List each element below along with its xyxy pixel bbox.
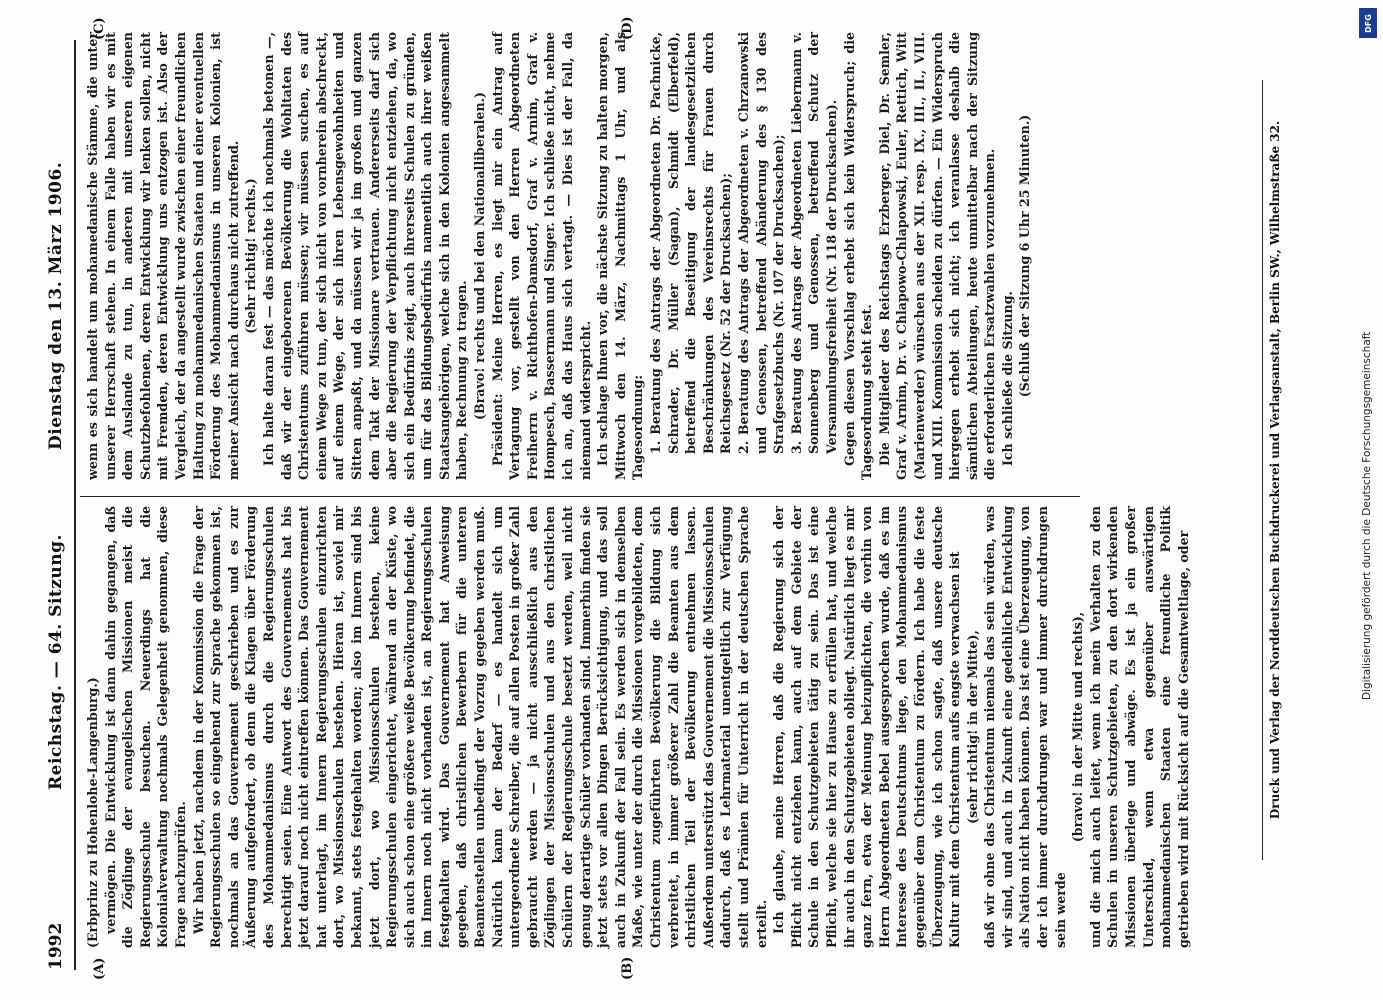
paragraph: Gegen diesen Vorschlag erhebt sich kein Widerspruch; die Tagesordnung steht fest. — [841, 32, 875, 480]
digitization-credit-text: Digitalisierung gefördert durch die Deutsche Forschungsgemeinschaft — [1361, 331, 1373, 700]
header-rule — [74, 40, 76, 970]
paragraph: und die mich auch leitet, wenn ich mein Verhalten zu den Schulen in unseren Schutzgebieten, zu den dort wirkenden Missionen überlege und abwäge. Es ist ja ein großer Unterschied, wenn etwa gegenüber auswärtigen mohammedanischen Staaten eine freundliche Politik getrieben wird mit Rücksicht auf die Gesamtweltlage, oder — [1087, 506, 1191, 948]
paragraph: daß wir ohne das Christentum niemals das sein würden, was wir sind, und auch in Zukunft eine gedeihliche Entwicklung als Nation nicht haben können. Das ist eine Überzeugung, von der ich immer durchdrungen war und immer durchdrungen sein werde — [982, 506, 1068, 948]
interjection: (sehr richtig! in der Mitte), — [964, 630, 980, 824]
interjection: (Sehr richtig! rechts.) — [243, 178, 259, 334]
right-column — [84, 32, 1034, 480]
interjection: (bravo! in der Mitte und rechts), — [1070, 611, 1086, 843]
running-header — [38, 50, 70, 970]
agenda-item: 1. Beratung des Antrags der Abgeordneten Dr. Pachnicke, Schrader, Dr. Müller (Sagan), Schmidt (Elberfeld), betreffend die Beseitigung der landesgesetzlichen Beschränkungen des Vereinsrechts für Frauen durch Reichsgesetz (Nr. 52 der Drucksachen); — [648, 32, 734, 454]
running-title-left: Reichstag. — 64. Sitzung. — [46, 534, 66, 790]
paragraph: vermögen. Die Entwicklung ist dann dahin gegangen, daß die Zöglinge der evangelischen Missionen meist die Regierungsschule besuchen. Neuerdings hat die Kolonialverwaltung nochmals Gelegenheit genommen, diese Frage nachzuprüfen. — [102, 506, 188, 948]
paragraph: Ich schließe die Sitzung. — [999, 291, 1015, 466]
session-close-note: (Schluß der Sitzung 6 Uhr 25 Minuten.) — [1017, 114, 1033, 398]
running-title-right: Dienstag den 13. März 1906. — [46, 161, 66, 450]
paragraph: Ich glaube, meine Herren, daß die Regierung sich der Pflicht nicht entziehen kann, auch auf dem Gebiete der Schule in den Schutzgebieten tätig zu sein. Das ist eine Pflicht, welche sie hier zu Hause zu erfüllen hat, und welche ihr auch in den Schutzgebieten obliegt. Natürlich liegt es mir ganz fern, etwa der Meinung beizupflichten, die vorhin von Herrn Abgeordneten Bebel ausgesprochen wurde, daß es im Interesse des Deutschtums liege, den Mohammedanismus gegenüber dem Christentum zu fördern. Ich habe die feste Überzeugung, wie ich schon sagte, daß unsere deutsche Kultur mit dem Christentum aufs engste verwachsen ist — [771, 506, 963, 948]
paragraph: Wir haben jetzt, nachdem in der Kommission die Frage der Regierungsschulen so eingehend zur Sprache gekommen ist, nochmals an das Gouvernement geschrieben und es zur Äußerung aufgefordert, ob denn die Klagen über Förderung des Mohammedanismus durch die Regierungsschulen berechtigt seien. Eine Antwort des Gouvernements hat bis jetzt darauf noch nicht eintreffen können. Das Gouvernement hat unterlagt, im Innern Regierungsschulen einzurichten dort, wo Missionsschulen bestehen. Hieran ist, soviel mir bekannt, stets festgehalten worden; also im Innern sind bis jetzt dort, wo Missionsschulen bestehen, keine Regierungsschulen eingerichtet, während an der Küste, wo sich auch schon eine größere weiße Bevölkerung befindet, die im Innern noch nicht vorhanden ist, an Regierungsschulen festgehalten wird. Das Gouvernement hat Anweisung gegeben, daß christlichen Bewerbern für die unteren Beamtenstellen unbedingt der Vorzug gegeben werden muß. Natürlich kann der Bedarf — es handelt sich um untergeordnete Schreiber, die auf allen Posten in großer Zahl gebraucht werden — ja nicht ausschließlich aus den Zöglingen der Missionsschulen und aus den christlichen Schülern der Regierungsschule besetzt werden, weil nicht genug derartige Schüler vorhanden sind. Immerhin finden sie jetzt stets vor allen Dingen Berücksichtigung, und das soll auch in Zukunft der Fall sein. Es werden sich in demselben Maße, wie unter der durch die Missionen vorgebildeten, dem Christentum zugeführten Bevölkerung die Bildung sich verbreitet, in immer größerer Zahl die Beamten aus dem christlichen Teil der Bevölkerung entnehmen lassen. Außerdem unterstützt das Gouvernement die Missionsschulen dadurch, daß es Lehrmaterial unentgeltlich zur Verfügung stellt und Prämien für Unterricht in der deutschen Sprache erteilt. — [190, 506, 769, 948]
dfg-logo-text: DFG — [1363, 13, 1373, 33]
agenda-item: 2. Beratung des Antrags der Abgeordneten v. Chrzanowski und Genossen, betreffend Abänderung des § 130 des Strafgesetzbuchs (Nr. 107 der Drucksachen); — [735, 32, 787, 454]
interjection: (Bravo! rechts und bei den Nationalliberalen.) — [472, 92, 488, 420]
margin-marker-a: (A) — [92, 957, 107, 980]
margin-marker-b: (B) — [620, 956, 635, 980]
speaker-tag: (Erbprinz zu Hohenlohe-Langenburg.) — [85, 677, 100, 948]
margin-marker-d: (D) — [620, 16, 635, 40]
left-column — [84, 506, 1192, 948]
page-number: 1992 — [46, 922, 66, 970]
digitization-credit — [1361, 10, 1375, 710]
paragraph: wenn es sich handelt um mohamedanische Stämme, die unter unserer Herrschaft stehen. In einem Falle haben wir es mit dem Auslande zu tun, in anderen mit unseren eigenen Schutzbefohlenen, deren Entwicklung wir lenken sollen, nicht mit Fremden, deren Entwicklung uns entzogen ist. Also der Vergleich, der da angestellt wurde zwischen einer freundlichen Haltung zu mohammedanischen Staaten und einer eventuellen Förderung des Mohammedanismus in unseren Kolonien, ist meiner Ansicht nach durchaus nicht zutreffend. — [85, 32, 241, 480]
paragraph: Ich halte daran fest — das möchte ich nochmals betonen —, daß wir der eingeborenen Bevölkerung die Wohltaten des Christentums zuführen müssen; wir müssen suchen, es auf einem Wege zu tun, der sich nicht von vornherein abschreckt, auf einem Wege, der sich ihren Lebensgewohnheiten und Sitten anpaßt, und da müssen wir ja im großen und ganzen dem Takt der Missionare vertrauen. Andererseits darf sich aber die Regierung der Verpflichtung nicht entziehen, da, wo sich ein Bedürfnis zeigt, auch ihrerseits Schulen zu gründen, um für das Bildungsbedürfnis namentlich auch ihrer weißen Staatsangehörigen, welche sich in den Kolonien angesammelt haben, Rechnung zu tragen. — [260, 32, 470, 480]
margin-marker-c: (C) — [92, 17, 107, 40]
dfg-logo — [1359, 8, 1377, 38]
paragraph: Die Mitglieder des Reichstags Erzberger, Diel, Dr. Semler, Graf v. Arnim, Dr. v. Chlapowo-Chlapowski, Euler, Rettich, Witt (Marienwerder) wünschen aus der XII. resp. IX., III., II., VIII. und XIII. Kommission scheiden zu dürfen. — Ein Widerspruch hiergegen erhebt sich nicht; ich veranlasse deshalb die sämtlichen Abteilungen, heute unmittelbar nach der Sitzung die erforderlichen Ersatzwahlen vorzunehmen. — [876, 32, 998, 480]
agenda-item: 3. Beratung des Antrags der Abgeordneten Liebermann v. Sonnenberg und Genossen, betreffend Schutz der Versammlungsfreiheit (Nr. 118 der Drucksachen). — [788, 32, 839, 454]
paragraph: Ich schlage Ihnen vor, die nächste Sitzung zu halten morgen, Mittwoch den 14. März, Nachmittags 1 Uhr, und als Tagesordnung: — [595, 32, 646, 480]
footer-rule — [1262, 80, 1263, 860]
imprint-footer: Druck und Verlag der Norddeutschen Buchdruckerei und Verlagsanstalt, Berlin SW., Wilhelmstraße 32. — [1268, 120, 1282, 820]
column-divider — [80, 496, 1080, 497]
presidential-statement: Präsident: Meine Herren, es liegt mir ein Antrag auf Vertagung vor, gestellt von den Herren Abgeordneten Freiherrn v. Richthofen-Damsdorf, Graf v. Arnim, Graf v. Hompesch, Bassermann und Singer. Ich schließe nicht, nehme ich an, daß das Haus sich vertagt. — Dies ist der Fall, da niemand widerspricht. — [489, 32, 593, 480]
